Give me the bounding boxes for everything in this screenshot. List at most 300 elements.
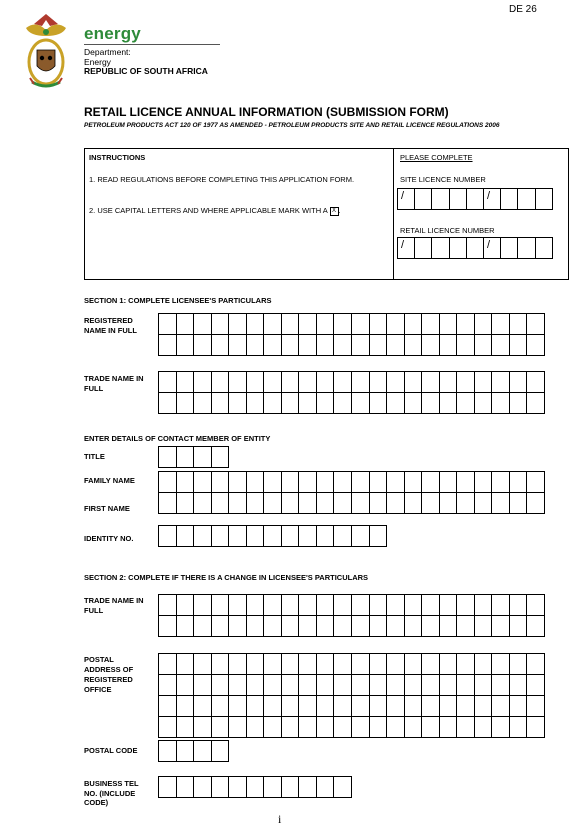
input-box-cell[interactable] (299, 472, 317, 493)
input-box-cell[interactable] (484, 238, 501, 259)
input-box-cell[interactable] (229, 526, 247, 547)
input-box-cell[interactable] (475, 372, 493, 393)
input-box-cell[interactable] (352, 393, 370, 414)
input-box-cell[interactable] (159, 675, 177, 696)
input-box-cell[interactable] (177, 717, 195, 738)
input-box-cell[interactable] (457, 314, 475, 335)
input-box-cell[interactable] (212, 595, 230, 616)
input-box-cell[interactable] (387, 654, 405, 675)
input-box-cell[interactable] (212, 696, 230, 717)
input-box-cell[interactable] (159, 393, 177, 414)
input-box-cell[interactable] (282, 393, 300, 414)
input-box-cell[interactable] (440, 314, 458, 335)
input-box-cell[interactable] (194, 616, 212, 637)
postal-address-grid[interactable] (158, 653, 545, 738)
input-box-cell[interactable] (510, 675, 528, 696)
input-box-cell[interactable] (229, 777, 247, 798)
input-box-cell[interactable] (159, 741, 177, 762)
input-box-cell[interactable] (440, 393, 458, 414)
input-box-cell[interactable] (299, 696, 317, 717)
input-box-cell[interactable] (440, 493, 458, 514)
input-box-cell[interactable] (299, 526, 317, 547)
input-box-cell[interactable] (370, 472, 388, 493)
input-box-cell[interactable] (247, 777, 265, 798)
input-box-cell[interactable] (405, 675, 423, 696)
input-box-cell[interactable] (405, 717, 423, 738)
postal-code-grid[interactable] (158, 740, 229, 762)
input-box-cell[interactable] (492, 372, 510, 393)
input-box-cell[interactable] (264, 595, 282, 616)
input-box-cell[interactable] (229, 472, 247, 493)
input-box-cell[interactable] (457, 717, 475, 738)
input-box-cell[interactable] (282, 335, 300, 356)
input-box-cell[interactable] (501, 189, 518, 210)
input-box-cell[interactable] (370, 335, 388, 356)
input-box-cell[interactable] (334, 654, 352, 675)
input-box-cell[interactable] (475, 595, 493, 616)
input-box-cell[interactable] (177, 595, 195, 616)
input-box-cell[interactable] (177, 314, 195, 335)
input-box-cell[interactable] (475, 493, 493, 514)
input-box-cell[interactable] (510, 314, 528, 335)
input-box-cell[interactable] (415, 189, 432, 210)
input-box-cell[interactable] (177, 696, 195, 717)
input-box-cell[interactable] (247, 717, 265, 738)
input-box-cell[interactable] (387, 493, 405, 514)
input-box-cell[interactable] (264, 493, 282, 514)
input-box-cell[interactable] (484, 189, 501, 210)
input-box-cell[interactable] (352, 654, 370, 675)
input-box-cell[interactable] (422, 654, 440, 675)
input-box-cell[interactable] (475, 314, 493, 335)
input-box-cell[interactable] (501, 238, 518, 259)
input-box-cell[interactable] (422, 696, 440, 717)
input-box-cell[interactable] (475, 717, 493, 738)
input-box-cell[interactable] (247, 595, 265, 616)
input-box-cell[interactable] (510, 393, 528, 414)
input-box-cell[interactable] (422, 595, 440, 616)
input-box-cell[interactable] (212, 741, 230, 762)
input-box-cell[interactable] (264, 393, 282, 414)
input-box-cell[interactable] (177, 472, 195, 493)
input-box-cell[interactable] (527, 717, 545, 738)
input-box-cell[interactable] (317, 526, 335, 547)
input-box-cell[interactable] (370, 654, 388, 675)
input-box-cell[interactable] (177, 393, 195, 414)
input-box-cell[interactable] (264, 675, 282, 696)
input-box-cell[interactable] (527, 393, 545, 414)
input-box-cell[interactable] (510, 335, 528, 356)
input-box-cell[interactable] (492, 314, 510, 335)
input-box-cell[interactable] (194, 675, 212, 696)
input-box-cell[interactable] (405, 393, 423, 414)
input-box-cell[interactable] (370, 675, 388, 696)
input-box-cell[interactable] (387, 675, 405, 696)
input-box-cell[interactable] (450, 238, 467, 259)
input-box-cell[interactable] (352, 314, 370, 335)
input-box-cell[interactable] (264, 314, 282, 335)
input-box-cell[interactable] (177, 616, 195, 637)
trade-name-2-grid[interactable] (158, 594, 545, 637)
input-box-cell[interactable] (282, 696, 300, 717)
input-box-cell[interactable] (387, 696, 405, 717)
input-box-cell[interactable] (432, 189, 449, 210)
input-box-cell[interactable] (334, 493, 352, 514)
input-box-cell[interactable] (405, 335, 423, 356)
input-box-cell[interactable] (422, 717, 440, 738)
input-box-cell[interactable] (352, 472, 370, 493)
input-box-cell[interactable] (229, 654, 247, 675)
input-box-cell[interactable] (405, 314, 423, 335)
input-box-cell[interactable] (282, 717, 300, 738)
input-box-cell[interactable] (194, 654, 212, 675)
input-box-cell[interactable] (282, 595, 300, 616)
input-box-cell[interactable] (334, 696, 352, 717)
input-box-cell[interactable] (352, 372, 370, 393)
input-box-cell[interactable] (492, 335, 510, 356)
input-box-cell[interactable] (387, 314, 405, 335)
input-box-cell[interactable] (405, 696, 423, 717)
input-box-cell[interactable] (194, 493, 212, 514)
input-box-cell[interactable] (440, 654, 458, 675)
input-box-cell[interactable] (299, 616, 317, 637)
input-box-cell[interactable] (370, 595, 388, 616)
input-box-cell[interactable] (440, 616, 458, 637)
input-box-cell[interactable] (159, 526, 177, 547)
input-box-cell[interactable] (317, 472, 335, 493)
input-box-cell[interactable] (317, 616, 335, 637)
input-box-cell[interactable] (264, 526, 282, 547)
input-box-cell[interactable] (229, 696, 247, 717)
input-box-cell[interactable] (527, 314, 545, 335)
input-box-cell[interactable] (527, 493, 545, 514)
input-box-cell[interactable] (405, 372, 423, 393)
input-box-cell[interactable] (334, 335, 352, 356)
input-box-cell[interactable] (177, 372, 195, 393)
input-box-cell[interactable] (159, 447, 177, 468)
input-box-cell[interactable] (440, 335, 458, 356)
input-box-cell[interactable] (317, 675, 335, 696)
input-box-cell[interactable] (510, 717, 528, 738)
input-box-cell[interactable] (212, 472, 230, 493)
input-box-cell[interactable] (317, 372, 335, 393)
input-box-cell[interactable] (159, 335, 177, 356)
input-box-cell[interactable] (229, 335, 247, 356)
input-box-cell[interactable] (194, 717, 212, 738)
input-box-cell[interactable] (457, 472, 475, 493)
input-box-cell[interactable] (264, 717, 282, 738)
input-box-cell[interactable] (159, 493, 177, 514)
input-box-cell[interactable] (422, 472, 440, 493)
input-box-cell[interactable] (194, 526, 212, 547)
input-box-cell[interactable] (457, 696, 475, 717)
input-box-cell[interactable] (317, 393, 335, 414)
input-box-cell[interactable] (264, 777, 282, 798)
input-box-cell[interactable] (467, 238, 484, 259)
input-box-cell[interactable] (229, 372, 247, 393)
input-box-cell[interactable] (510, 616, 528, 637)
input-box-cell[interactable] (212, 447, 230, 468)
input-box-cell[interactable] (352, 493, 370, 514)
input-box-cell[interactable] (527, 616, 545, 637)
input-box-cell[interactable] (212, 526, 230, 547)
input-box-cell[interactable] (247, 675, 265, 696)
input-box-cell[interactable] (282, 372, 300, 393)
input-box-cell[interactable] (352, 717, 370, 738)
input-box-cell[interactable] (492, 717, 510, 738)
input-box-cell[interactable] (334, 595, 352, 616)
input-box-cell[interactable] (229, 616, 247, 637)
input-box-cell[interactable] (398, 189, 415, 210)
input-box-cell[interactable] (194, 696, 212, 717)
input-box-cell[interactable] (370, 526, 388, 547)
input-box-cell[interactable] (299, 372, 317, 393)
input-box-cell[interactable] (264, 616, 282, 637)
input-box-cell[interactable] (159, 616, 177, 637)
input-box-cell[interactable] (370, 372, 388, 393)
input-box-cell[interactable] (264, 372, 282, 393)
input-box-cell[interactable] (299, 675, 317, 696)
input-box-cell[interactable] (247, 372, 265, 393)
input-box-cell[interactable] (432, 238, 449, 259)
input-box-cell[interactable] (492, 654, 510, 675)
input-box-cell[interactable] (159, 595, 177, 616)
input-box-cell[interactable] (387, 393, 405, 414)
trade-name-grid[interactable] (158, 371, 545, 414)
input-box-cell[interactable] (334, 526, 352, 547)
input-box-cell[interactable] (457, 393, 475, 414)
input-box-cell[interactable] (450, 189, 467, 210)
input-box-cell[interactable] (247, 526, 265, 547)
input-box-cell[interactable] (177, 493, 195, 514)
input-box-cell[interactable] (398, 238, 415, 259)
input-box-cell[interactable] (387, 372, 405, 393)
input-box-cell[interactable] (159, 372, 177, 393)
input-box-cell[interactable] (492, 472, 510, 493)
input-box-cell[interactable] (370, 393, 388, 414)
input-box-cell[interactable] (405, 472, 423, 493)
input-box-cell[interactable] (229, 595, 247, 616)
input-box-cell[interactable] (212, 777, 230, 798)
input-box-cell[interactable] (299, 717, 317, 738)
input-box-cell[interactable] (387, 335, 405, 356)
input-box-cell[interactable] (229, 393, 247, 414)
input-box-cell[interactable] (247, 696, 265, 717)
input-box-cell[interactable] (475, 472, 493, 493)
input-box-cell[interactable] (352, 335, 370, 356)
input-box-cell[interactable] (370, 616, 388, 637)
input-box-cell[interactable] (334, 777, 352, 798)
family-name-grid[interactable] (158, 471, 545, 514)
input-box-cell[interactable] (317, 335, 335, 356)
input-box-cell[interactable] (527, 595, 545, 616)
input-box-cell[interactable] (475, 393, 493, 414)
input-box-cell[interactable] (282, 526, 300, 547)
input-box-cell[interactable] (247, 654, 265, 675)
input-box-cell[interactable] (159, 314, 177, 335)
input-box-cell[interactable] (422, 675, 440, 696)
input-box-cell[interactable] (177, 654, 195, 675)
input-box-cell[interactable] (334, 717, 352, 738)
input-box-cell[interactable] (527, 654, 545, 675)
input-box-cell[interactable] (194, 372, 212, 393)
input-box-cell[interactable] (282, 616, 300, 637)
input-box-cell[interactable] (177, 335, 195, 356)
input-box-cell[interactable] (370, 493, 388, 514)
input-box-cell[interactable] (317, 493, 335, 514)
input-box-cell[interactable] (159, 654, 177, 675)
input-box-cell[interactable] (518, 238, 535, 259)
input-box-cell[interactable] (422, 372, 440, 393)
input-box-cell[interactable] (527, 372, 545, 393)
input-box-cell[interactable] (212, 314, 230, 335)
input-box-cell[interactable] (247, 472, 265, 493)
input-box-cell[interactable] (422, 616, 440, 637)
input-box-cell[interactable] (229, 675, 247, 696)
input-box-cell[interactable] (317, 595, 335, 616)
site-licence-grid[interactable] (397, 188, 553, 210)
input-box-cell[interactable] (527, 472, 545, 493)
input-box-cell[interactable] (457, 372, 475, 393)
input-box-cell[interactable] (352, 616, 370, 637)
input-box-cell[interactable] (299, 335, 317, 356)
input-box-cell[interactable] (492, 393, 510, 414)
input-box-cell[interactable] (387, 595, 405, 616)
input-box-cell[interactable] (527, 696, 545, 717)
input-box-cell[interactable] (387, 616, 405, 637)
input-box-cell[interactable] (247, 393, 265, 414)
input-box-cell[interactable] (370, 696, 388, 717)
input-box-cell[interactable] (457, 335, 475, 356)
input-box-cell[interactable] (352, 595, 370, 616)
input-box-cell[interactable] (212, 654, 230, 675)
input-box-cell[interactable] (457, 616, 475, 637)
identity-no-grid[interactable] (158, 525, 387, 547)
input-box-cell[interactable] (247, 314, 265, 335)
input-box-cell[interactable] (194, 741, 212, 762)
input-box-cell[interactable] (334, 675, 352, 696)
input-box-cell[interactable] (159, 472, 177, 493)
input-box-cell[interactable] (527, 675, 545, 696)
input-box-cell[interactable] (510, 472, 528, 493)
input-box-cell[interactable] (440, 595, 458, 616)
input-box-cell[interactable] (415, 238, 432, 259)
input-box-cell[interactable] (282, 493, 300, 514)
input-box-cell[interactable] (194, 314, 212, 335)
input-box-cell[interactable] (177, 741, 195, 762)
input-box-cell[interactable] (334, 616, 352, 637)
input-box-cell[interactable] (177, 777, 195, 798)
input-box-cell[interactable] (229, 493, 247, 514)
input-box-cell[interactable] (492, 595, 510, 616)
input-box-cell[interactable] (457, 595, 475, 616)
input-box-cell[interactable] (352, 696, 370, 717)
input-box-cell[interactable] (282, 654, 300, 675)
registered-name-grid[interactable] (158, 313, 545, 356)
input-box-cell[interactable] (247, 493, 265, 514)
input-box-cell[interactable] (212, 372, 230, 393)
input-box-cell[interactable] (317, 777, 335, 798)
input-box-cell[interactable] (212, 675, 230, 696)
input-box-cell[interactable] (405, 595, 423, 616)
input-box-cell[interactable] (440, 372, 458, 393)
input-box-cell[interactable] (212, 335, 230, 356)
input-box-cell[interactable] (159, 696, 177, 717)
input-box-cell[interactable] (492, 696, 510, 717)
input-box-cell[interactable] (405, 616, 423, 637)
input-box-cell[interactable] (194, 335, 212, 356)
input-box-cell[interactable] (510, 493, 528, 514)
input-box-cell[interactable] (510, 696, 528, 717)
input-box-cell[interactable] (440, 696, 458, 717)
input-box-cell[interactable] (317, 696, 335, 717)
retail-licence-grid[interactable] (397, 237, 553, 259)
input-box-cell[interactable] (177, 447, 195, 468)
input-box-cell[interactable] (422, 393, 440, 414)
input-box-cell[interactable] (299, 777, 317, 798)
input-box-cell[interactable] (387, 717, 405, 738)
input-box-cell[interactable] (334, 372, 352, 393)
input-box-cell[interactable] (440, 675, 458, 696)
input-box-cell[interactable] (334, 314, 352, 335)
input-box-cell[interactable] (212, 393, 230, 414)
input-box-cell[interactable] (492, 616, 510, 637)
input-box-cell[interactable] (422, 493, 440, 514)
input-box-cell[interactable] (264, 335, 282, 356)
input-box-cell[interactable] (492, 493, 510, 514)
input-box-cell[interactable] (536, 189, 553, 210)
input-box-cell[interactable] (159, 777, 177, 798)
input-box-cell[interactable] (299, 393, 317, 414)
input-box-cell[interactable] (177, 526, 195, 547)
input-box-cell[interactable] (457, 493, 475, 514)
input-box-cell[interactable] (282, 314, 300, 335)
input-box-cell[interactable] (475, 654, 493, 675)
input-box-cell[interactable] (299, 314, 317, 335)
input-box-cell[interactable] (317, 654, 335, 675)
input-box-cell[interactable] (492, 675, 510, 696)
input-box-cell[interactable] (247, 335, 265, 356)
input-box-cell[interactable] (264, 696, 282, 717)
input-box-cell[interactable] (299, 654, 317, 675)
input-box-cell[interactable] (405, 654, 423, 675)
input-box-cell[interactable] (282, 472, 300, 493)
input-box-cell[interactable] (229, 314, 247, 335)
input-box-cell[interactable] (510, 654, 528, 675)
input-box-cell[interactable] (475, 675, 493, 696)
input-box-cell[interactable] (317, 314, 335, 335)
input-box-cell[interactable] (536, 238, 553, 259)
input-box-cell[interactable] (264, 472, 282, 493)
input-box-cell[interactable] (440, 717, 458, 738)
input-box-cell[interactable] (264, 654, 282, 675)
input-box-cell[interactable] (212, 493, 230, 514)
input-box-cell[interactable] (177, 675, 195, 696)
input-box-cell[interactable] (475, 616, 493, 637)
input-box-cell[interactable] (518, 189, 535, 210)
input-box-cell[interactable] (299, 493, 317, 514)
input-box-cell[interactable] (317, 717, 335, 738)
input-box-cell[interactable] (159, 717, 177, 738)
input-box-cell[interactable] (352, 675, 370, 696)
input-box-cell[interactable] (352, 526, 370, 547)
input-box-cell[interactable] (247, 616, 265, 637)
input-box-cell[interactable] (212, 616, 230, 637)
input-box-cell[interactable] (194, 447, 212, 468)
input-box-cell[interactable] (194, 472, 212, 493)
input-box-cell[interactable] (527, 335, 545, 356)
input-box-cell[interactable] (510, 372, 528, 393)
